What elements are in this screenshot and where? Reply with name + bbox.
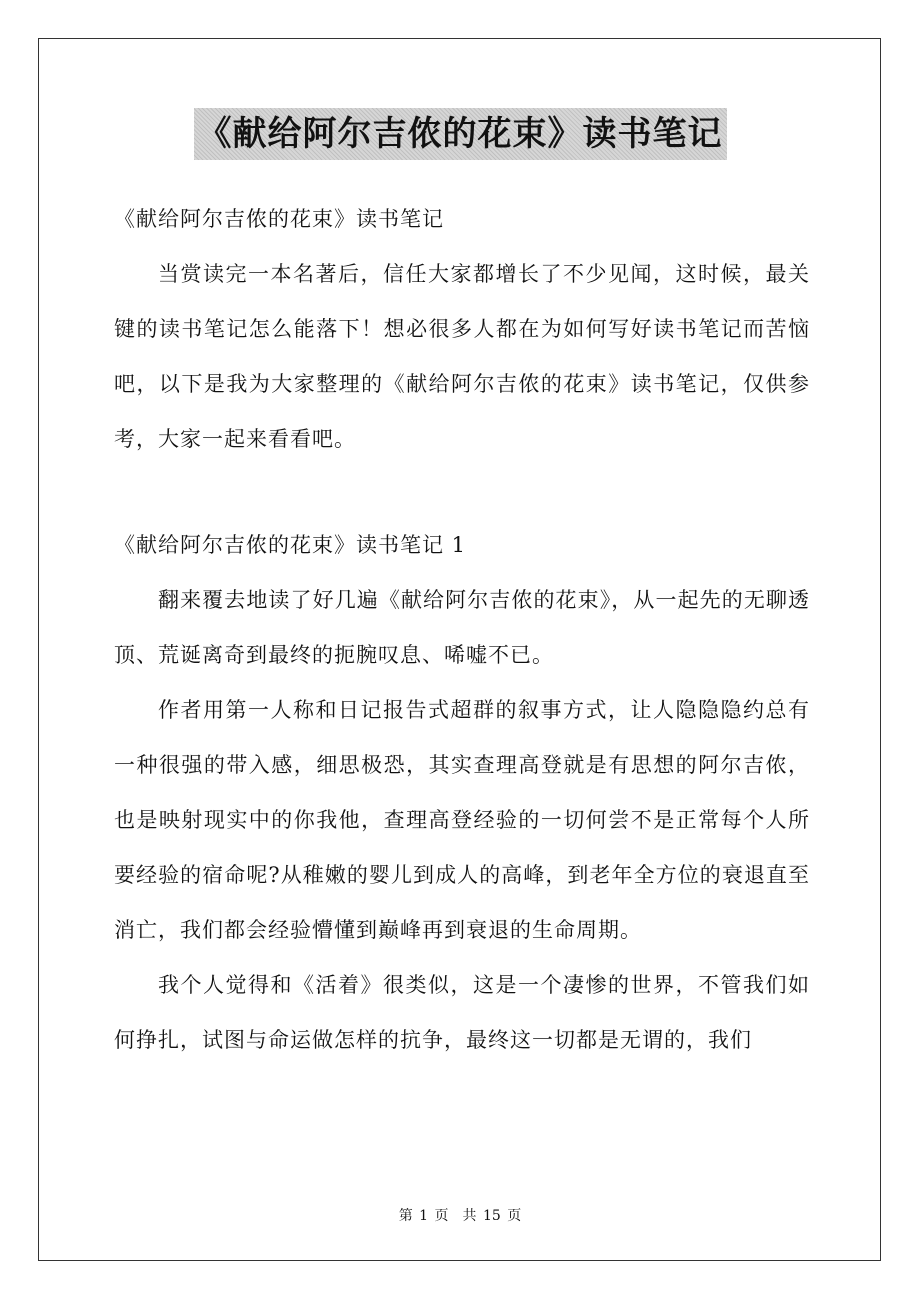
subtitle: 《献给阿尔吉侬的花束》读书笔记 [114,207,444,231]
paragraph-gap [114,467,810,518]
document-body [114,192,810,1068]
page-footer: 第 1 页 共 15 页 [398,1208,522,1224]
document-title: 《献给阿尔吉侬的花束》读书笔记 [194,108,727,160]
body-paragraph-3: 我个人觉得和《活着》很类似，这是一个凄惨的世界，不管我们如何挣扎，试图与命运做怎样的抗争，最终这一切都是无谓的，我们 [114,973,810,1052]
body-paragraph-1: 翻来覆去地读了好几遍《献给阿尔吉侬的花束》，从一起先的无聊透顶、荒诞离奇到最终的扼腕叹息、唏嘘不已。 [114,588,810,667]
section-heading: 《献给阿尔吉侬的花束》读书笔记 1 [114,533,467,557]
title-container [0,108,920,160]
body-paragraph-2: 作者用第一人称和日记报告式超群的叙事方式，让人隐隐隐约总有一种很强的带入感，细思极恐，其实查理高登就是有思想的阿尔吉侬，也是映射现实中的你我他，查理高登经验的一切何尝不是正常每个人所要经验的宿命呢?从稚嫩的婴儿到成人的高峰，到老年全方位的衰退直至消亡，我们都会经验懵懂到巅峰再到衰退的生命周期。 [114,698,810,942]
intro-paragraph: 当赏读完一本名著后，信任大家都增长了不少见闻，这时候，最关键的读书笔记怎么能落下！想必很多人都在为如何写好读书笔记而苦恼吧，以下是我为大家整理的《献给阿尔吉侬的花束》读书笔记，仅供参考，大家一起来看看吧。 [114,262,810,451]
